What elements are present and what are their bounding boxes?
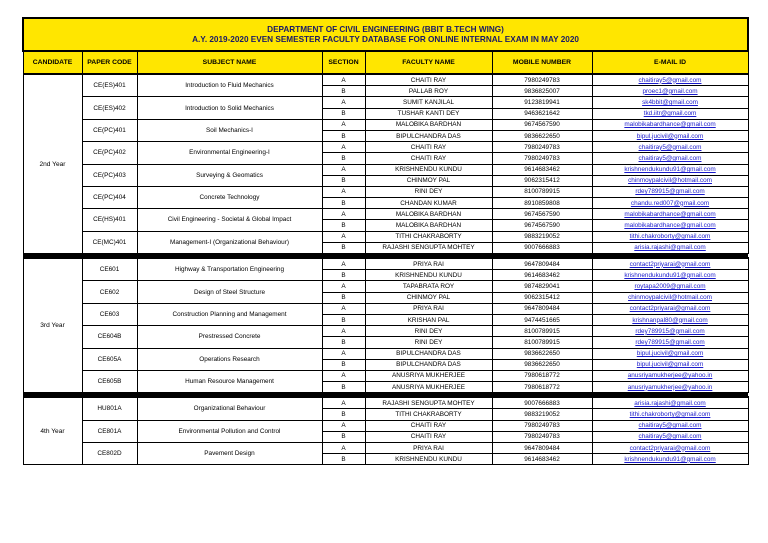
faculty-database-sheet (22, 17, 747, 465)
email-link[interactable]: chaitiray5@gmail.com (592, 420, 748, 431)
email-link[interactable]: chaitiray5@gmail.com (592, 431, 748, 442)
email-link[interactable]: tithi.chakroborty@gmail.com (592, 409, 748, 420)
table-row (23, 164, 748, 175)
section-cell: B (322, 242, 365, 253)
paper-code-cell: CE605A (82, 348, 137, 370)
title-line-1: DEPARTMENT OF CIVIL ENGINEERING (BBIT B.TECH WING) (267, 24, 504, 34)
faculty-name-cell: CHANDAN KUMAR (365, 198, 492, 209)
section-cell: B (322, 198, 365, 209)
section-cell: A (322, 370, 365, 381)
email-link[interactable]: chinmoypalcivil@hotmail.com (592, 175, 748, 186)
mobile-number-cell: 7980249783 (492, 74, 592, 86)
email-link[interactable]: krishnendukundu91@gmail.com (592, 164, 748, 175)
faculty-name-cell: MALOBIKA BARDHAN (365, 209, 492, 220)
mobile-number-cell: 9883219052 (492, 409, 592, 420)
paper-code-cell: CE(PC)404 (82, 186, 137, 208)
email-link[interactable]: chaitiray5@gmail.com (592, 142, 748, 153)
faculty-name-cell: CHAITI RAY (365, 142, 492, 153)
paper-code-cell: CE802D (82, 443, 137, 465)
table-row (23, 119, 748, 130)
faculty-name-cell: RAJASHI SENGUPTA MOHTEY (365, 397, 492, 409)
paper-code-cell: CE(PC)402 (82, 142, 137, 164)
header-row (23, 51, 748, 74)
mobile-number-cell: 8100789915 (492, 337, 592, 348)
section-cell: B (322, 337, 365, 348)
section-cell: B (322, 431, 365, 442)
section-cell: B (322, 86, 365, 97)
year-cell: 2nd Year (23, 74, 82, 254)
table-row (23, 303, 748, 314)
mobile-number-cell: 8910859808 (492, 198, 592, 209)
subject-name-cell: Organizational Behaviour (137, 397, 322, 420)
mobile-number-cell: 8100789915 (492, 326, 592, 337)
email-link[interactable]: bipul.jucivil@gmail.com (592, 130, 748, 141)
faculty-name-cell: TITHI CHAKRABORTY (365, 231, 492, 242)
section-cell: A (322, 164, 365, 175)
table-row (23, 97, 748, 108)
table-row (23, 397, 748, 409)
subject-name-cell: Construction Planning and Management (137, 303, 322, 325)
email-link[interactable]: anusriyamukherjee@yahoo.in (592, 370, 748, 381)
section-cell: B (322, 359, 365, 370)
table-row (23, 258, 748, 270)
email-link[interactable]: sk4bbit@gmail.com (592, 97, 748, 108)
section-cell: A (322, 303, 365, 314)
email-link[interactable]: contact2priyarai@gmail.com (592, 258, 748, 270)
header-subject-name: SUBJECT NAME (137, 51, 322, 74)
section-cell: A (322, 348, 365, 359)
mobile-number-cell: 9836622650 (492, 359, 592, 370)
table-row (23, 348, 748, 359)
email-link[interactable]: arisia.rajashi@gmail.com (592, 242, 748, 253)
header-candidate: CANDIDATE (23, 51, 82, 74)
faculty-name-cell: TUSHAR KANTI DEY (365, 108, 492, 119)
email-link[interactable]: tkd.iitr@gmail.com (592, 108, 748, 119)
mobile-number-cell: 8100789915 (492, 186, 592, 197)
mobile-number-cell: 9474451665 (492, 314, 592, 325)
title-line-2: A.Y. 2019-2020 EVEN SEMESTER FACULTY DATABASE FOR ONLINE INTERNAL EXAM IN MAY 2020 (192, 34, 579, 44)
sheet-title (23, 18, 748, 51)
mobile-number-cell: 9614683462 (492, 454, 592, 465)
faculty-name-cell: KRISHNENDU KUNDU (365, 164, 492, 175)
faculty-name-cell: TITHI CHAKRABORTY (365, 409, 492, 420)
email-link[interactable]: malobikabardhance@gmail.com (592, 119, 748, 130)
email-link[interactable]: roytapa2009@gmail.com (592, 281, 748, 292)
section-cell: B (322, 130, 365, 141)
email-link[interactable]: contact2priyarai@gmail.com (592, 303, 748, 314)
mobile-number-cell: 9614683462 (492, 270, 592, 281)
table-body (23, 74, 748, 465)
faculty-name-cell: PALLAB ROY (365, 86, 492, 97)
faculty-name-cell: CHAITI RAY (365, 431, 492, 442)
faculty-name-cell: RINI DEY (365, 326, 492, 337)
email-link[interactable]: rdey789915@gmail.com (592, 337, 748, 348)
mobile-number-cell: 9836622650 (492, 348, 592, 359)
section-cell: A (322, 443, 365, 454)
email-link[interactable]: chandu.red007@gmail.com (592, 198, 748, 209)
subject-name-cell: Environmental Pollution and Control (137, 420, 322, 442)
faculty-name-cell: MALOBIKA BARDHAN (365, 119, 492, 130)
section-cell: A (322, 420, 365, 431)
paper-code-cell: CE(HS)401 (82, 209, 137, 231)
paper-code-cell: HU801A (82, 397, 137, 420)
mobile-number-cell: 9123819941 (492, 97, 592, 108)
section-cell: A (322, 397, 365, 409)
header-mobile-number: MOBILE NUMBER (492, 51, 592, 74)
mobile-number-cell: 7980618772 (492, 382, 592, 393)
email-link[interactable]: krishnanpal80@gmail.com (592, 314, 748, 325)
section-cell: B (322, 270, 365, 281)
subject-name-cell: Operations Research (137, 348, 322, 370)
faculty-name-cell: PRIYA RAI (365, 443, 492, 454)
subject-name-cell: Concrete Technology (137, 186, 322, 208)
table-row (23, 231, 748, 242)
section-cell: A (322, 231, 365, 242)
section-cell: A (322, 209, 365, 220)
table-row (23, 326, 748, 337)
section-cell: B (322, 454, 365, 465)
email-link[interactable]: tithi.chakroborty@gmail.com (592, 231, 748, 242)
subject-name-cell: Introduction to Fluid Mechanics (137, 74, 322, 97)
faculty-name-cell: KRISHNENDU KUNDU (365, 454, 492, 465)
subject-name-cell: Prestressed Concrete (137, 326, 322, 348)
table-row (23, 142, 748, 153)
mobile-number-cell: 9674567590 (492, 119, 592, 130)
section-cell: A (322, 258, 365, 270)
section-cell: B (322, 314, 365, 325)
subject-name-cell: Pavement Design (137, 443, 322, 465)
mobile-number-cell: 7980249783 (492, 142, 592, 153)
faculty-name-cell: TAPABRATA ROY (365, 281, 492, 292)
section-cell: B (322, 175, 365, 186)
faculty-name-cell: MALOBIKA BARDHAN (365, 220, 492, 231)
paper-code-cell: CE(MC)401 (82, 231, 137, 253)
table-row (23, 370, 748, 381)
faculty-name-cell: ANUSRIYA MUKHERJEE (365, 370, 492, 381)
mobile-number-cell: 9836825007 (492, 86, 592, 97)
paper-code-cell: CE604B (82, 326, 137, 348)
faculty-name-cell: CHAITI RAY (365, 153, 492, 164)
mobile-number-cell: 9647809484 (492, 303, 592, 314)
mobile-number-cell: 9883219052 (492, 231, 592, 242)
subject-name-cell: Civil Engineering - Societal & Global Impact (137, 209, 322, 231)
mobile-number-cell: 7980249783 (492, 431, 592, 442)
faculty-name-cell: RAJASHI SENGUPTA MOHTEY (365, 242, 492, 253)
faculty-table (22, 17, 749, 465)
paper-code-cell: CE801A (82, 420, 137, 442)
email-link[interactable]: chaitiray5@gmail.com (592, 74, 748, 86)
subject-name-cell: Highway & Transportation Engineering (137, 258, 322, 281)
section-cell: B (322, 292, 365, 303)
header-faculty-name: FACULTY NAME (365, 51, 492, 74)
email-link[interactable]: anusriyamukherjee@yahoo.in (592, 382, 748, 393)
email-link[interactable]: chinmoypalcivil@hotmail.com (592, 292, 748, 303)
section-cell: B (322, 409, 365, 420)
year-cell: 4th Year (23, 397, 82, 465)
header-section: SECTION (322, 51, 365, 74)
faculty-name-cell: KRISHNENDU KUNDU (365, 270, 492, 281)
email-link[interactable]: arisia.rajashi@gmail.com (592, 397, 748, 409)
faculty-name-cell: CHINMOY PAL (365, 175, 492, 186)
faculty-name-cell: BIPULCHANDRA DAS (365, 348, 492, 359)
table-row (23, 443, 748, 454)
mobile-number-cell: 9874829041 (492, 281, 592, 292)
faculty-name-cell: RINI DEY (365, 337, 492, 348)
section-cell: B (322, 220, 365, 231)
header-paper-code: PAPER CODE (82, 51, 137, 74)
email-link[interactable]: bipul.jucivil@gmail.com (592, 359, 748, 370)
email-link[interactable]: bipul.jucivil@gmail.com (592, 348, 748, 359)
email-link[interactable]: rdey789915@gmail.com (592, 186, 748, 197)
faculty-name-cell: ANUSRIYA MUKHERJEE (365, 382, 492, 393)
section-cell: B (322, 153, 365, 164)
email-link[interactable]: rdey789915@gmail.com (592, 326, 748, 337)
subject-name-cell: Design of Steel Structure (137, 281, 322, 303)
faculty-name-cell: KRISHAN PAL (365, 314, 492, 325)
section-cell: A (322, 74, 365, 86)
paper-code-cell: CE(PC)403 (82, 164, 137, 186)
faculty-name-cell: BIPULCHANDRA DAS (365, 359, 492, 370)
paper-code-cell: CE605B (82, 370, 137, 392)
mobile-number-cell: 7980249783 (492, 420, 592, 431)
mobile-number-cell: 9647809484 (492, 443, 592, 454)
faculty-name-cell: PRIYA RAI (365, 303, 492, 314)
subject-name-cell: Surveying & Geomatics (137, 164, 322, 186)
section-cell: A (322, 326, 365, 337)
mobile-number-cell: 9062315412 (492, 292, 592, 303)
email-link[interactable]: proec1@gmail.com (592, 86, 748, 97)
faculty-name-cell: CHAITI RAY (365, 420, 492, 431)
faculty-name-cell: BIPULCHANDRA DAS (365, 130, 492, 141)
mobile-number-cell: 9062315412 (492, 175, 592, 186)
faculty-name-cell: RINI DEY (365, 186, 492, 197)
faculty-name-cell: CHINMOY PAL (365, 292, 492, 303)
email-link[interactable]: contact2priyarai@gmail.com (592, 443, 748, 454)
paper-code-cell: CE(PC)401 (82, 119, 137, 141)
email-link[interactable]: krishnendukundu91@gmail.com (592, 270, 748, 281)
paper-code-cell: CE603 (82, 303, 137, 325)
subject-name-cell: Introduction to Solid Mechanics (137, 97, 322, 119)
faculty-name-cell: CHAITI RAY (365, 74, 492, 86)
table-row (23, 420, 748, 431)
faculty-name-cell: SUMIT KANJILAL (365, 97, 492, 108)
section-cell: B (322, 108, 365, 119)
mobile-number-cell: 9614683462 (492, 164, 592, 175)
title-row (23, 18, 748, 51)
email-link[interactable]: malobikabardhance@gmail.com (592, 209, 748, 220)
mobile-number-cell: 9836622650 (492, 130, 592, 141)
paper-code-cell: CE601 (82, 258, 137, 281)
paper-code-cell: CE(ES)402 (82, 97, 137, 119)
section-cell: B (322, 382, 365, 393)
mobile-number-cell: 9674567590 (492, 209, 592, 220)
mobile-number-cell: 9463621642 (492, 108, 592, 119)
section-cell: A (322, 281, 365, 292)
header-email-id: E-MAIL ID (592, 51, 748, 74)
mobile-number-cell: 7980249783 (492, 153, 592, 164)
table-row (23, 74, 748, 86)
email-link[interactable]: chaitiray5@gmail.com (592, 153, 748, 164)
subject-name-cell: Management-I (Organizational Behaviour) (137, 231, 322, 253)
section-cell: A (322, 186, 365, 197)
mobile-number-cell: 9007666883 (492, 242, 592, 253)
section-cell: A (322, 97, 365, 108)
section-cell: A (322, 142, 365, 153)
paper-code-cell: CE602 (82, 281, 137, 303)
mobile-number-cell: 9674567590 (492, 220, 592, 231)
year-cell: 3rd Year (23, 258, 82, 393)
email-link[interactable]: malobikabardhance@gmail.com (592, 220, 748, 231)
table-row (23, 281, 748, 292)
mobile-number-cell: 9647809484 (492, 258, 592, 270)
subject-name-cell: Soil Mechanics-I (137, 119, 322, 141)
mobile-number-cell: 7980618772 (492, 370, 592, 381)
table-row (23, 186, 748, 197)
subject-name-cell: Environmental Engineering-I (137, 142, 322, 164)
table-row (23, 209, 748, 220)
email-link[interactable]: krishnendukundu91@gmail.com (592, 454, 748, 465)
paper-code-cell: CE(ES)401 (82, 74, 137, 97)
subject-name-cell: Human Resource Management (137, 370, 322, 392)
mobile-number-cell: 9007666883 (492, 397, 592, 409)
faculty-name-cell: PRIYA RAI (365, 258, 492, 270)
section-cell: A (322, 119, 365, 130)
